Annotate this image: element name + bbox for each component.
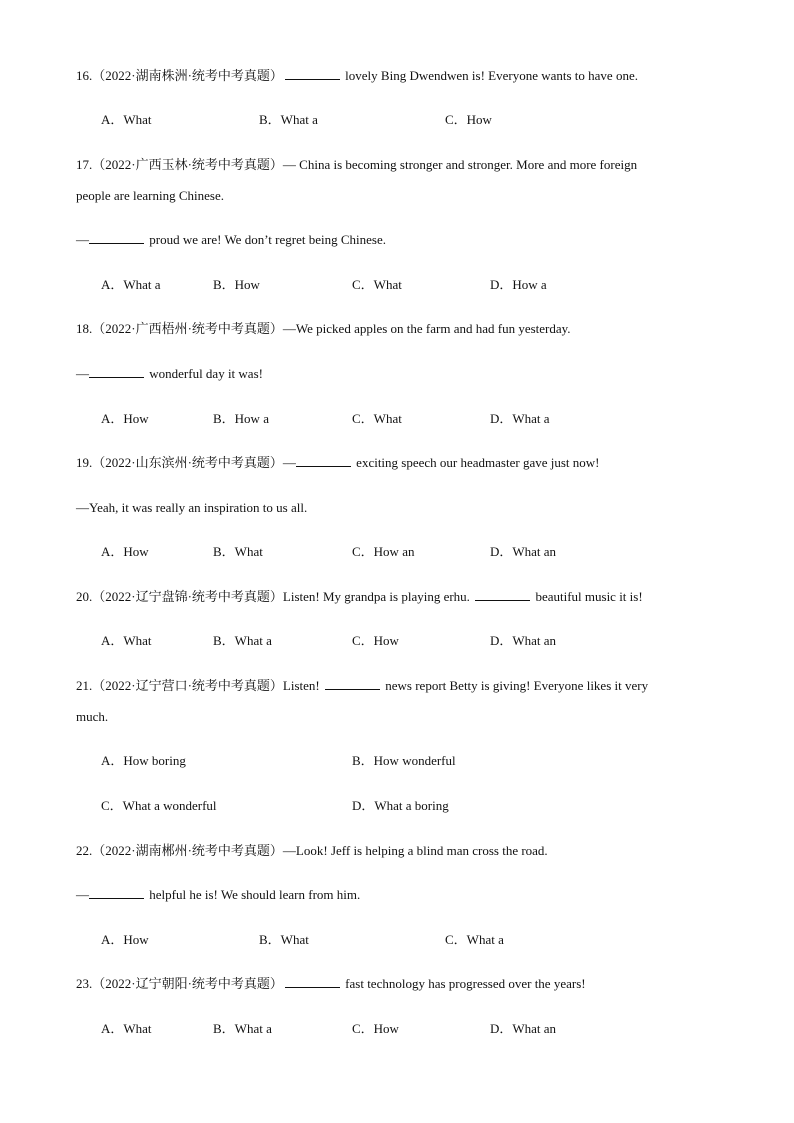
option-c[interactable]: C．What [352, 277, 402, 292]
dash: — [76, 887, 89, 902]
option-b[interactable]: B．How a [213, 411, 269, 426]
option-d[interactable]: D．What a [490, 411, 550, 426]
answer-blank [89, 365, 144, 378]
option-a[interactable]: A．What [101, 1021, 152, 1036]
option-d[interactable]: D．What a boring [352, 798, 449, 813]
question-number: 23. [76, 976, 93, 991]
question-source: （2022·辽宁盘锦·统考中考真题） [92, 589, 283, 604]
option-c[interactable]: C．What a wonderful [101, 798, 217, 813]
option-b[interactable]: B．What [259, 932, 309, 947]
reply-text: helpful he is! We should learn from him. [149, 887, 361, 902]
option-d[interactable]: D．What an [490, 1021, 557, 1036]
question-21-stem-line2: much. [76, 709, 109, 724]
option-b[interactable]: B．What a [213, 633, 272, 648]
dash: — [282, 455, 296, 470]
answer-blank [89, 886, 144, 899]
question-number: 21. [76, 678, 93, 693]
question-18-reply [76, 365, 263, 383]
question-19-reply: —Yeah, it was really an inspiration to us all. [76, 500, 308, 515]
question-number: 17. [76, 157, 93, 172]
question-source: （2022·湖南郴州·统考中考真题） [92, 843, 283, 858]
answer-blank [325, 677, 380, 690]
answer-blank [296, 454, 351, 467]
question-18-stem [76, 320, 571, 338]
option-a[interactable]: A．How boring [101, 753, 186, 768]
option-c[interactable]: C．What [352, 411, 402, 426]
dash: — [76, 366, 89, 381]
answer-blank [475, 588, 530, 601]
question-number: 20. [76, 589, 93, 604]
question-source: （2022·湖南株洲·统考中考真题） [92, 68, 283, 83]
option-c[interactable]: C．How an [352, 544, 415, 559]
question-text: exciting speech our headmaster gave just now! [356, 455, 600, 470]
reply-text: proud we are! We don’t regret being Chinese. [149, 232, 386, 247]
option-d[interactable]: D．What an [490, 544, 557, 559]
question-text: —Look! Jeff is helping a blind man cross the road. [282, 843, 548, 858]
option-b[interactable]: B．How [213, 277, 260, 292]
question-source: （2022·广西玉林·统考中考真题） [92, 157, 283, 172]
reply-text: wonderful day it was! [149, 366, 263, 381]
question-number: 18. [76, 321, 93, 336]
question-20-stem [76, 588, 643, 606]
option-c[interactable]: C．How [352, 633, 399, 648]
question-text: fast technology has progressed over the years! [345, 976, 586, 991]
question-text: —We picked apples on the farm and had fun yesterday. [282, 321, 571, 336]
question-source: （2022·广西梧州·统考中考真题） [92, 321, 283, 336]
answer-blank [285, 975, 340, 988]
question-text-after: beautiful music it is! [535, 589, 643, 604]
question-text: Listen! My grandpa is playing erhu. [282, 589, 470, 604]
question-22-stem [76, 842, 548, 860]
question-number: 19. [76, 455, 93, 470]
option-d[interactable]: D．What an [490, 633, 557, 648]
option-a[interactable]: A．How [101, 544, 149, 559]
option-b[interactable]: B．How wonderful [352, 753, 456, 768]
option-b[interactable]: B．What a [259, 112, 318, 127]
question-17-stem [76, 156, 637, 174]
option-a[interactable]: A．What a [101, 277, 161, 292]
dash: — [76, 232, 89, 247]
question-23-stem [76, 975, 586, 993]
option-b[interactable]: B．What a [213, 1021, 272, 1036]
option-c[interactable]: C．What a [445, 932, 504, 947]
option-a[interactable]: A．How [101, 411, 149, 426]
question-text-after: news report Betty is giving! Everyone likes it very [385, 678, 649, 693]
answer-blank [285, 67, 340, 80]
question-number: 16. [76, 68, 93, 83]
question-21-stem [76, 677, 648, 695]
answer-blank [89, 231, 144, 244]
option-a[interactable]: A．How [101, 932, 149, 947]
question-text: lovely Bing Dwendwen is! Everyone wants to have one. [345, 68, 638, 83]
question-source: （2022·辽宁朝阳·统考中考真题） [92, 976, 283, 991]
question-22-reply [76, 886, 360, 904]
option-c[interactable]: C．How [352, 1021, 399, 1036]
question-source: （2022·辽宁营口·统考中考真题） [92, 678, 283, 693]
question-number: 22. [76, 843, 93, 858]
question-19-stem [76, 454, 599, 472]
question-17-reply [76, 231, 386, 249]
question-16-stem [76, 67, 638, 85]
question-source: （2022·山东滨州·统考中考真题） [92, 455, 283, 470]
option-a[interactable]: A．What [101, 112, 152, 127]
option-a[interactable]: A．What [101, 633, 152, 648]
option-d[interactable]: D．How a [490, 277, 547, 292]
question-text: Listen! [282, 678, 320, 693]
option-c[interactable]: C．How [445, 112, 492, 127]
question-17-stem-line2: people are learning Chinese. [76, 188, 224, 203]
question-text: — China is becoming stronger and stronger. More and more foreign [282, 157, 638, 172]
option-b[interactable]: B．What [213, 544, 263, 559]
